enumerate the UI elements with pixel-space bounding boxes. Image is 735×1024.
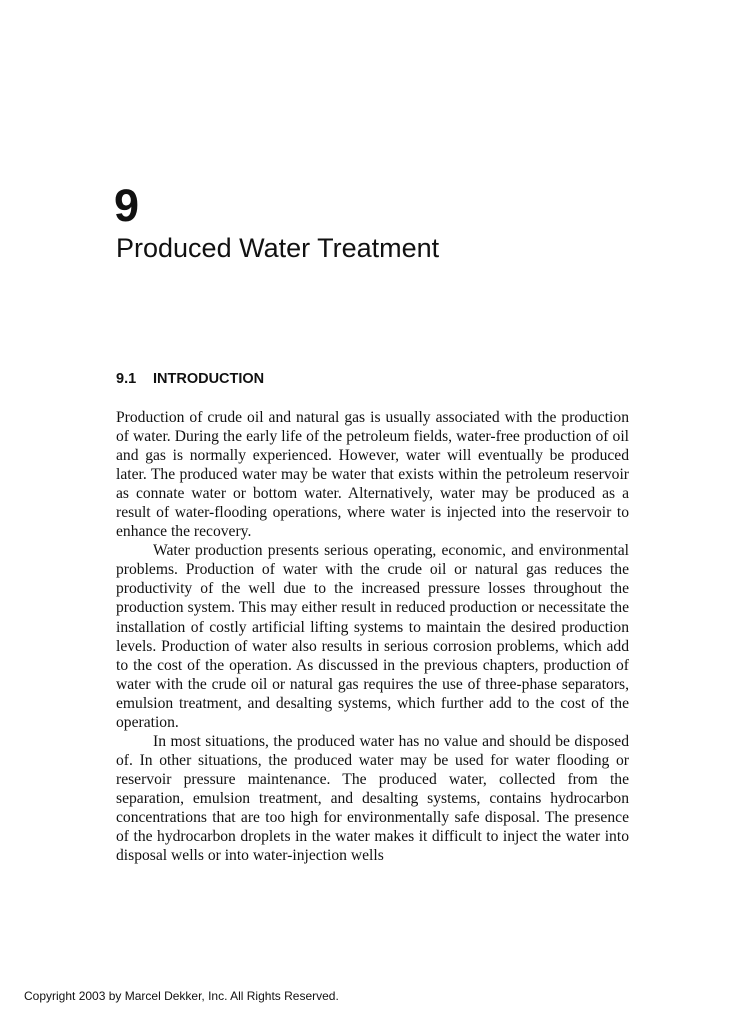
chapter-number: 9 (114, 180, 140, 231)
paragraph-3: In most situations, the produced water has no value and should be disposed of. In other situations, the produced water may be used for water flooding or reservoir pressure maintenance. The produced water, collected from the separation, emulsion treatment, and desalting systems, contains hydrocarbon concentrations that are too high for environmentally safe disposal. The presence of the hydrocarbon droplets in the water makes it difficult to inject the water into disposal wells or into water-injection wells (116, 732, 629, 865)
body-text (116, 408, 629, 865)
paragraph-1: Production of crude oil and natural gas is usually associated with the production of water. During the early life of the petroleum fields, water-free production of oil and gas is normally experienced. However, water will eventually be produced later. The produced water may be water that exists within the petroleum reservoir as connate water or bottom water. Alternatively, water may be produced as a result of water-flooding operations, where water is injected into the reservoir to enhance the recovery. (116, 409, 629, 541)
paragraph-2: Water production presents serious operating, economic, and environmental problems. Production of water with the crude oil or natural gas reduces the productivity of the well due to the increased pressure losses throughout the production system. This may either result in reduced production or necessitate the installation of costly artificial lifting systems to maintain the desired production levels. Production of water also results in serious corrosion problems, which add to the cost of the operation. As discussed in the previous chapters, production of water with the crude oil or natural gas requires the use of three-phase separators, emulsion treatment, and desalting systems, which further add to the cost of the operation. (116, 542, 629, 731)
chapter-title: Produced Water Treatment (116, 233, 440, 263)
section-title: INTRODUCTION (153, 371, 265, 387)
section-heading (116, 371, 264, 388)
section-number: 9.1 (116, 371, 137, 387)
copyright-footer: Copyright 2003 by Marcel Dekker, Inc. All Rights Reserved. (24, 989, 339, 1003)
